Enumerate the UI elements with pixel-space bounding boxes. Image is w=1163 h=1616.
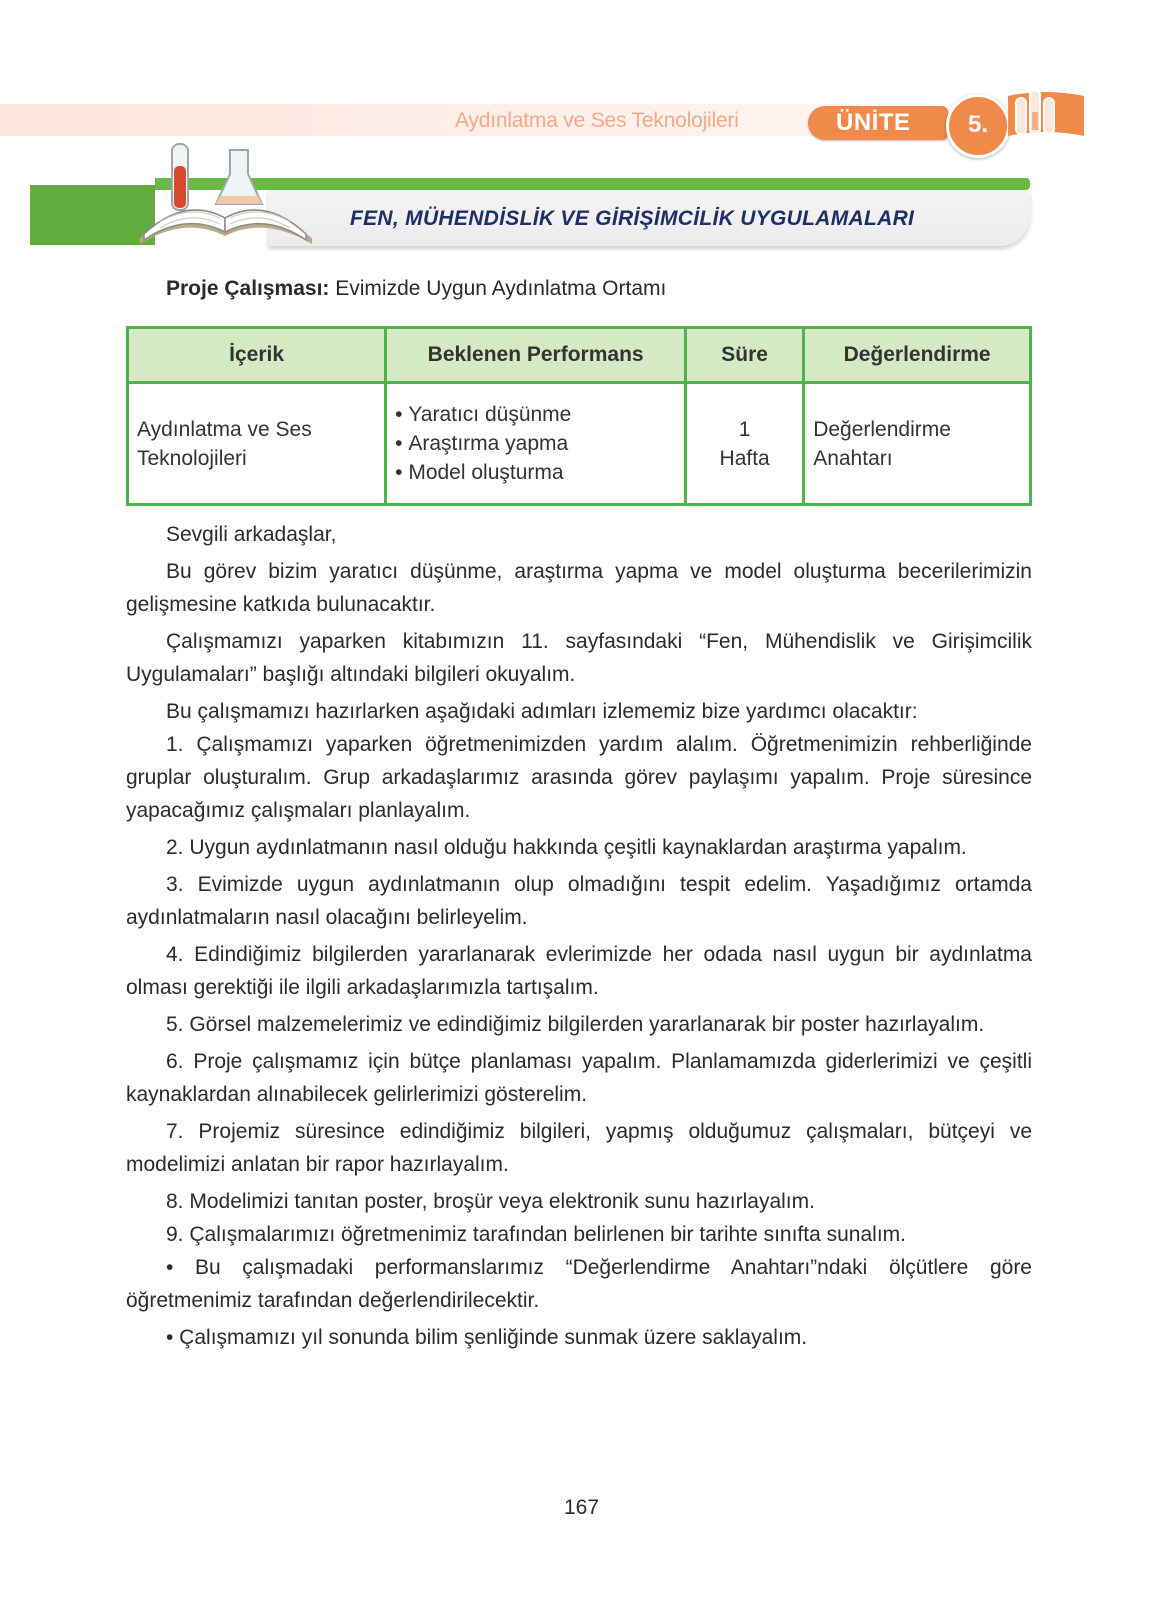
table-header-duration: Süre <box>686 328 804 383</box>
performance-list <box>395 400 676 487</box>
step-item: 5. Görsel malzemelerimiz ve edindiğimiz bilgilerden yararlanarak bir poster hazırlayalım. <box>166 1013 985 1036</box>
page-number: 167 <box>563 1496 600 1519</box>
performance-item: • Araştırma yapma <box>395 429 676 458</box>
test-tubes-icon <box>1000 84 1090 154</box>
step-item: 9. Çalışmalarımızı öğretmenimiz tarafından belirlenen bir tarihte sınıfta sunalım. <box>166 1223 906 1246</box>
step-item: 1. Çalışmamızı yaparken öğretmenimizden yardım alalım. Öğretmenimizin rehberliğinde gruplar oluşturalım. Grup arkadaşlarımız arasında görev paylaşımı yapalım. Proje süresince yapacağımız çalışmaları planlayalım. <box>126 733 1032 822</box>
step-item: 3. Evimizde uygun aydınlatmanın olup olmadığını tespit edelim. Yaşadığımız ortamda aydınlatmaların nasıl olacağını belirleyelim. <box>126 873 1032 929</box>
unit-label: ÜNİTE <box>836 109 911 136</box>
note-item: • Bu çalışmadaki performanslarımız “Değerlendirme Anahtarı”ndaki ölçütlere göre öğretmenimiz tarafından değerlendirilecektir. <box>126 1256 1032 1312</box>
project-label: Proje Çalışması: <box>166 277 330 300</box>
intro-paragraph: Bu görev bizim yaratıcı düşünme, araştırma yapma ve model oluşturma becerilerimizin gelişmesine katkıda bulunacaktır. <box>126 560 1032 616</box>
table-row <box>128 383 1031 505</box>
step-item: 8. Modelimizi tanıtan poster, broşür veya elektronik sunu hazırlayalım. <box>166 1190 815 1213</box>
intro-paragraph: Bu çalışmamızı hazırlarken aşağıdaki adımları izlememiz bize yardımcı olacaktır: <box>166 700 918 723</box>
cell-duration <box>686 383 804 505</box>
cell-content: Aydınlatma ve Ses Teknolojileri <box>128 383 386 505</box>
note-item: • Çalışmamızı yıl sonunda bilim şenliğinde sunmak üzere saklayalım. <box>166 1326 808 1349</box>
cell-evaluation: Değerlendirme Anahtarı <box>804 383 1031 505</box>
performance-item: • Yaratıcı düşünme <box>395 400 676 429</box>
unit-number: 5. <box>967 111 988 138</box>
cell-performance <box>386 383 686 505</box>
body-text <box>126 518 1032 1358</box>
step-item: 7. Projemiz süresince edindiğimiz bilgileri, yapmış olduğumuz çalışmaları, bütçeyi ve modelimizi anlatan bir rapor hazırlayalım. <box>126 1120 1032 1176</box>
step-item: 2. Uygun aydınlatmanın nasıl olduğu hakkında çeşitli kaynaklardan araştırma yapalım. <box>166 836 967 859</box>
performance-item: • Model oluşturma <box>395 458 676 487</box>
duration-number: 1 <box>738 417 751 441</box>
project-title: Evimizde Uygun Aydınlatma Ortamı <box>335 277 667 300</box>
table-header-performance: Beklenen Performans <box>386 328 686 383</box>
table-header-evaluation: Değerlendirme <box>804 328 1031 383</box>
greeting: Sevgili arkadaşlar, <box>166 523 337 546</box>
table-header-row <box>128 328 1031 383</box>
step-item: 4. Edindiğimiz bilgilerden yararlanarak evlerimizde her odada nasıl uygun bir aydınlatma olması gerektiği ile ilgili arkadaşlarımızla tartışalım. <box>126 943 1032 999</box>
step-item: 6. Proje çalışmamız için bütçe planlaması yapalım. Planlamamızda giderlerimizi ve çeşitli kaynaklardan alınabilecek gelirlerimizi gösterelim. <box>126 1050 1032 1106</box>
duration-unit: Hafta <box>719 446 770 470</box>
table-header-content: İçerik <box>128 328 386 383</box>
project-line <box>166 276 666 302</box>
intro-paragraph: Çalışmamızı yaparken kitabımızın 11. sayfasındaki “Fen, Mühendislik ve Girişimcilik Uygulamaları” başlığı altındaki bilgileri okuyalım. <box>126 630 1032 686</box>
project-plan-table <box>126 326 1032 506</box>
open-book-icon <box>130 140 320 250</box>
unit-topic: Aydınlatma ve Ses Teknolojileri <box>455 109 739 132</box>
section-title: FEN, MÜHENDİSLİK VE GİRİŞİMCİLİK UYGULAMALARI <box>350 207 915 230</box>
